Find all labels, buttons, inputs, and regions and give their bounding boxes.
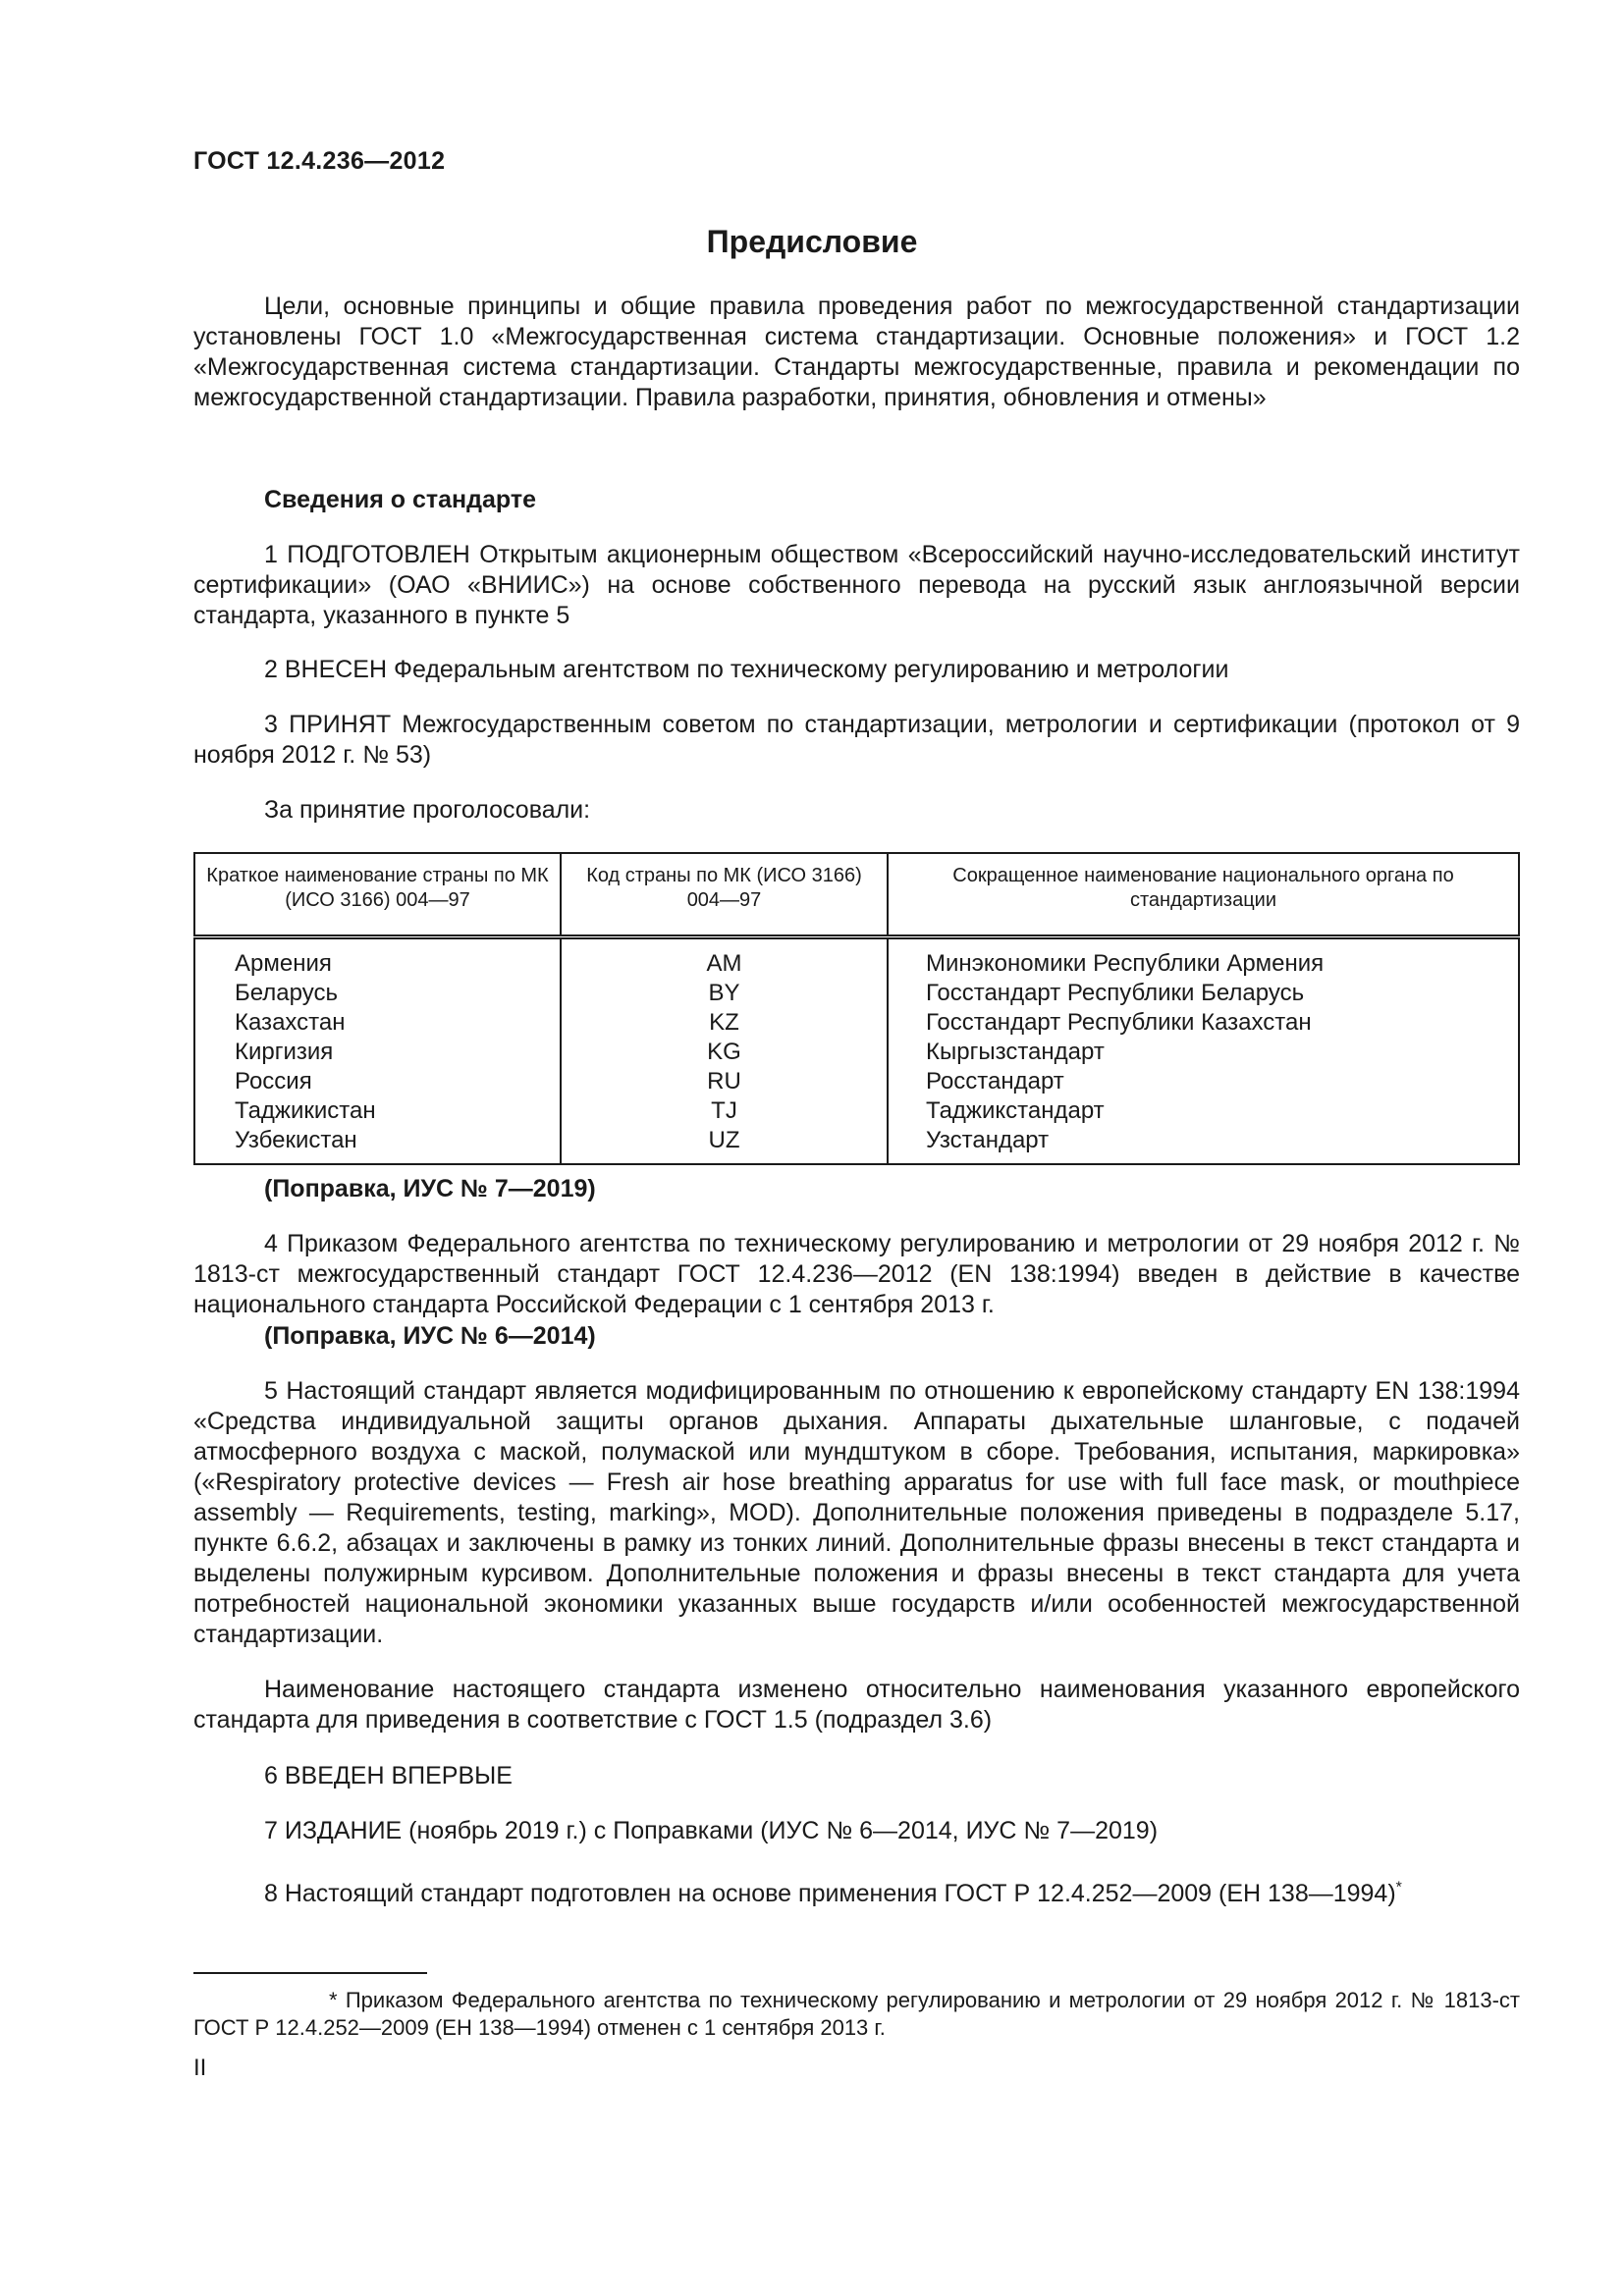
table-cell-code: KG: [707, 1039, 741, 1065]
item-4: 4 Приказом Федерального агентства по техническому регулированию и метрологии от 29 ноября 2012 г. № 1813-ст межгосударственный стандарт ГОСТ 12.4.236—2012 (EN 138:1994) введен в действие в качестве национального стандарта Российской Федерации с 1 сентября 2013 г.: [193, 1230, 1520, 1318]
item-8: [264, 1879, 1402, 1909]
votes-intro: За принятие проголосовали:: [264, 796, 591, 824]
table-cell-code: KZ: [709, 1009, 739, 1036]
table-cell-code: UZ: [708, 1127, 740, 1153]
item-5-continued: Наименование настоящего стандарта изменено относительно наименования указанного европейского стандарта для приведения в соответствие с ГОСТ 1.5 (подраздел 3.6): [193, 1676, 1520, 1734]
table-cell-code: AM: [706, 950, 742, 977]
country-column: [194, 937, 561, 1165]
document-id: ГОСТ 12.4.236—2012: [193, 147, 446, 175]
table-cell-body: Госстандарт Республики Беларусь: [926, 980, 1305, 1006]
table-cell-country: Россия: [235, 1068, 312, 1095]
table-header-code: Код страны по МК (ИСО 3166) 004—97: [561, 853, 888, 937]
item-5: 5 Настоящий стандарт является модифицированным по отношению к европейскому стандарту EN 138:1994 «Средства индивидуальной защиты органов дыхания. Аппараты дыхательные шланговые, с подачей атмосферного воздуха с маской, полумаской или мундштуком в сборе. Требования, испытания, маркировка» («Respiratory protective devices — Fresh air hose breathing apparatus for use with full face mask, or mouthpiece assembly — Requirements, testing, marking», MOD). Дополнительные положения приведены в подразделе 5.17, пункте 6.6.2, абзацах и заключены в рамку из тонких линий. Дополнительные фразы внесены в текст стандарта и выделены полужирным курсивом. Дополнительные положения и фразы внесены в текст стандарта для учета потребностей национальной экономики указанных выше государств и/или особенностей межгосударственной стандартизации.: [193, 1377, 1520, 1648]
footnote-marker: *: [1395, 1879, 1402, 1896]
table-cell-country: Армения: [235, 950, 332, 977]
table-cell-body: Таджикстандарт: [926, 1097, 1105, 1124]
table-cell-body: Росстандарт: [926, 1068, 1064, 1095]
voting-table: [193, 852, 1520, 1165]
page-number: II: [193, 2055, 207, 2081]
table-cell-code: BY: [708, 980, 740, 1006]
table-cell-country: Беларусь: [235, 980, 338, 1006]
item-1: 1 ПОДГОТОВЛЕН Открытым акционерным обществом «Всероссийский научно-исследовательский институт сертификации» (ОАО «ВНИИС») на основе собственного перевода на русский язык англоязычной версии стандарта, указанного в пункте 5: [193, 541, 1520, 629]
item-2: 2 ВНЕСЕН Федеральным агентством по техническому регулированию и метрологии: [264, 656, 1229, 683]
item-6: 6 ВВЕДЕН ВПЕРВЫЕ: [264, 1762, 513, 1789]
table-cell-code: TJ: [711, 1097, 737, 1124]
table-cell-code: RU: [707, 1068, 741, 1095]
table-cell-country: Киргизия: [235, 1039, 334, 1065]
code-column: [561, 937, 888, 1165]
item-7: 7 ИЗДАНИЕ (ноябрь 2019 г.) с Поправками (ИУС № 6—2014, ИУС № 7—2019): [264, 1817, 1159, 1844]
section-heading: Сведения о стандарте: [264, 486, 537, 513]
amendment-note-1: (Поправка, ИУС № 7—2019): [264, 1175, 596, 1202]
table-cell-body: Узстандарт: [926, 1127, 1050, 1153]
intro-paragraph: Цели, основные принципы и общие правила проведения работ по межгосударственной стандартизации установлены ГОСТ 1.0 «Межгосударственная система стандартизации. Основные положения» и ГОСТ 1.2 «Межгосударственная система стандартизации. Стандарты межгосударственные, правила и рекомендации по межгосударственной стандартизации. Правила разработки, принятия, обновления и отмены»: [193, 293, 1520, 411]
page-title: Предисловие: [706, 224, 918, 259]
table-cell-body: Минэкономики Республики Армения: [926, 950, 1325, 977]
item-8-text: 8 Настоящий стандарт подготовлен на основе применения ГОСТ Р 12.4.252—2009 (ЕН 138—1994): [264, 1880, 1396, 1907]
table-cell-country: Узбекистан: [235, 1127, 357, 1153]
table-cell-body: Кыргызстандарт: [926, 1039, 1105, 1065]
table-header-country: Краткое наименование страны по МК (ИСО 3166) 004—97: [194, 853, 561, 937]
footnote-divider: [193, 1972, 427, 1974]
footnote: * Приказом Федерального агентства по техническому регулированию и метрологии от 29 ноября 2012 г. № 1813-ст ГОСТ Р 12.4.252—2009 (ЕН 138—1994) отменен с 1 сентября 2013 г.: [193, 1988, 1520, 2040]
table-header-body: Сокращенное наименование национального органа по стандартизации: [888, 853, 1519, 937]
amendment-note-2: (Поправка, ИУС № 6—2014): [264, 1322, 596, 1350]
table-cell-country: Таджикистан: [235, 1097, 376, 1124]
item-3: 3 ПРИНЯТ Межгосударственным советом по стандартизации, метрологии и сертификации (протокол от 9 ноября 2012 г. № 53): [193, 711, 1520, 769]
table-cell-country: Казахстан: [235, 1009, 346, 1036]
body-column: [888, 937, 1519, 1165]
table-cell-body: Госстандарт Республики Казахстан: [926, 1009, 1312, 1036]
